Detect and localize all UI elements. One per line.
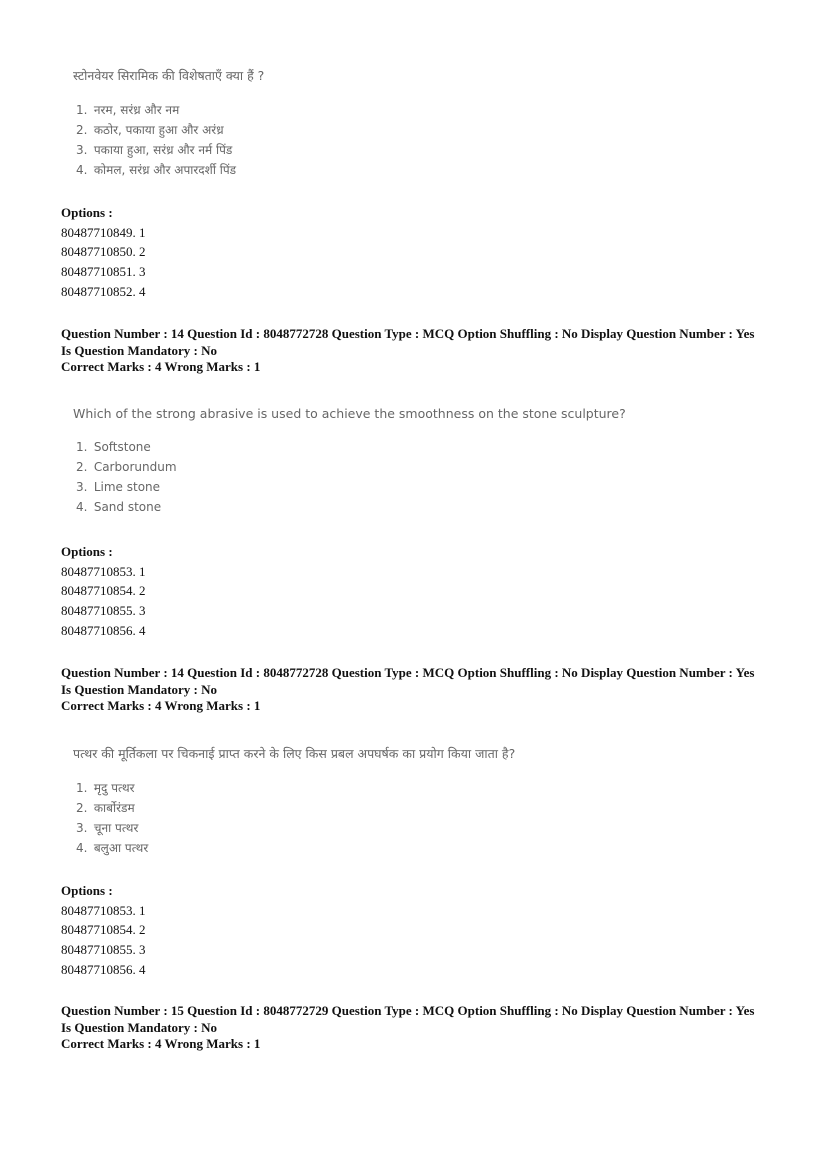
choice-list <box>73 778 515 858</box>
meta-line: Correct Marks : 4 Wrong Marks : 1 <box>61 1036 261 1051</box>
option-id: 80487710856. 4 <box>61 961 146 977</box>
option-id: 80487710855. 3 <box>61 942 146 958</box>
choice-item: 2. Carborundum <box>76 460 177 474</box>
option-id: 80487710851. 3 <box>61 264 146 280</box>
option-id: 80487710853. 1 <box>61 563 146 579</box>
option-id: 80487710854. 2 <box>61 583 146 599</box>
meta-line: Question Number : 15 Question Id : 8048772729 Question Type : MCQ Option Shuffling : No Display Question Number : Yes <box>61 1003 755 1018</box>
choice-item: 2. कार्बोरंडम <box>76 801 135 815</box>
question-text: Which of the strong abrasive is used to achieve the smoothness on the stone sculpture? <box>73 406 626 421</box>
choice-list <box>73 437 626 517</box>
question-text: स्टोनवेयर सिरामिक की विशेषताएँ क्या हैं ? <box>73 68 265 83</box>
question-meta-2 <box>61 665 781 715</box>
choice-item: 3. चूना पत्थर <box>76 821 139 835</box>
question-text: पत्थर की मूर्तिकला पर चिकनाई प्राप्त करने के लिए किस प्रबल अपघर्षक का प्रयोग किया जाता है? <box>73 746 516 761</box>
meta-line: Question Number : 14 Question Id : 8048772728 Question Type : MCQ Option Shuffling : No Display Question Number : Yes <box>61 326 755 341</box>
meta-line: Correct Marks : 4 Wrong Marks : 1 <box>61 359 261 374</box>
options-label: Options : <box>61 883 113 898</box>
choice-item: 1. मृदु पत्थर <box>76 781 135 795</box>
meta-line: Is Question Mandatory : No <box>61 342 218 358</box>
choice-item: 4. कोमल, सरंध्र और अपारदर्शी पिंड <box>76 163 237 177</box>
option-id: 80487710854. 2 <box>61 922 146 938</box>
choice-item: 1. नरम, सरंध्र और नम <box>76 103 180 117</box>
options-list-3 <box>61 881 146 980</box>
choice-list <box>73 100 264 180</box>
question-meta-3 <box>61 1003 781 1053</box>
choice-item: 2. कठोर, पकाया हुआ और अरंध्र <box>76 123 224 137</box>
option-id: 80487710852. 4 <box>61 283 146 299</box>
question-meta-1 <box>61 326 781 376</box>
question-image-2 <box>73 406 626 517</box>
option-id: 80487710855. 3 <box>61 603 146 619</box>
choice-item: 1. Softstone <box>76 440 151 454</box>
meta-line: Is Question Mandatory : No <box>61 1019 218 1035</box>
options-label: Options : <box>61 205 113 220</box>
options-list-1 <box>61 203 146 302</box>
options-label: Options : <box>61 544 113 559</box>
meta-line: Is Question Mandatory : No <box>61 681 218 697</box>
option-id: 80487710856. 4 <box>61 622 146 638</box>
choice-item: 3. पकाया हुआ, सरंध्र और नर्म पिंड <box>76 143 233 157</box>
option-id: 80487710849. 1 <box>61 224 146 240</box>
options-list-2 <box>61 542 146 641</box>
question-image-3 <box>73 745 515 858</box>
question-image-1 <box>73 67 264 180</box>
option-id: 80487710850. 2 <box>61 244 146 260</box>
meta-line: Correct Marks : 4 Wrong Marks : 1 <box>61 698 261 713</box>
choice-item: 3. Lime stone <box>76 480 161 494</box>
choice-item: 4. बलुआ पत्थर <box>76 841 149 855</box>
option-id: 80487710853. 1 <box>61 902 146 918</box>
meta-line: Question Number : 14 Question Id : 8048772728 Question Type : MCQ Option Shuffling : No Display Question Number : Yes <box>61 665 755 680</box>
choice-item: 4. Sand stone <box>76 500 162 514</box>
